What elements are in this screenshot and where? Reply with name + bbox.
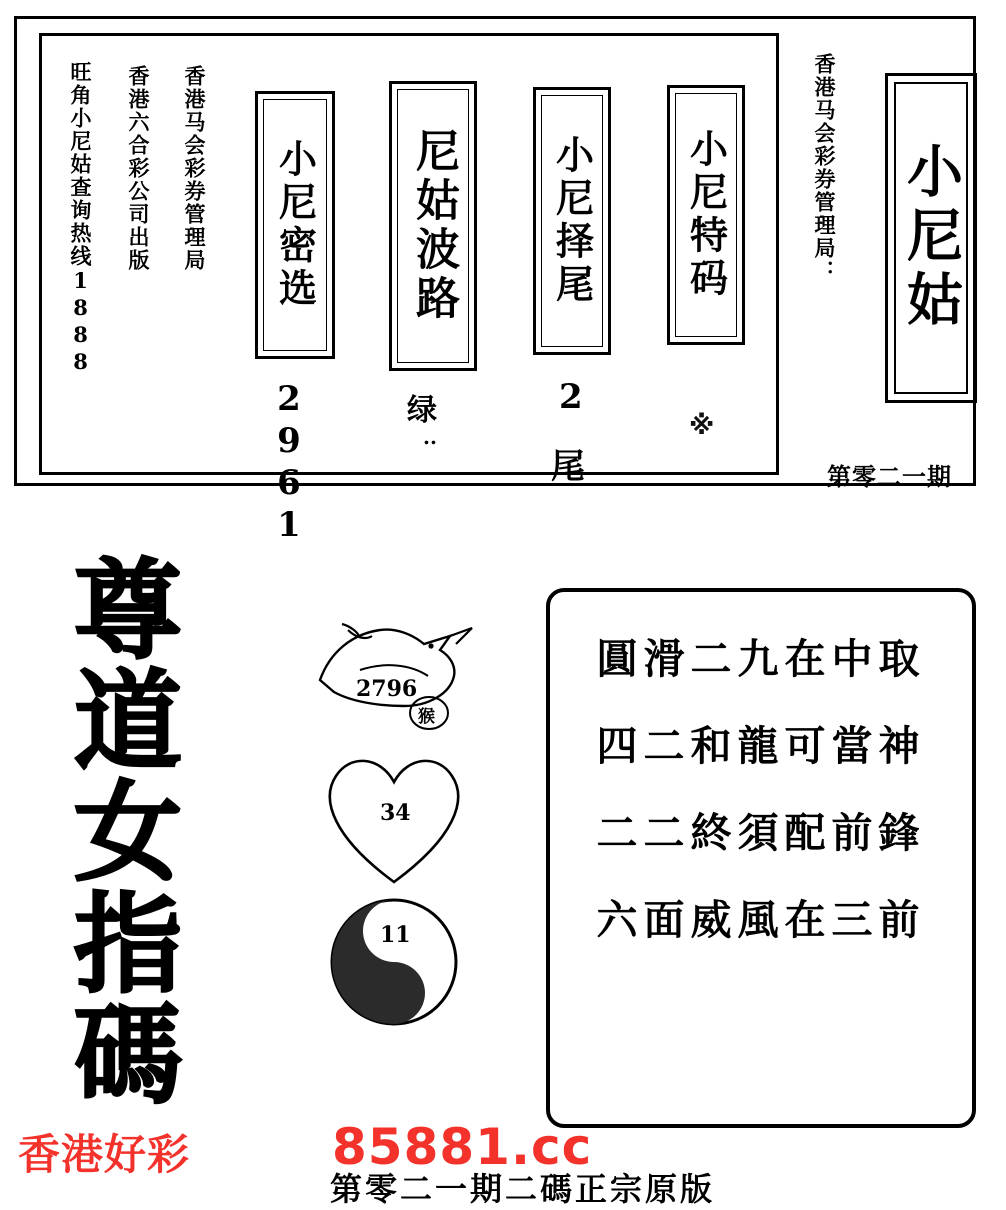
- hotline-label: 旺角小尼姑查询热线1888: [68, 61, 94, 376]
- verse-line-4: 六面威風在三前: [596, 896, 926, 944]
- box-bo-wei-inner: [541, 95, 603, 347]
- box-bo-wei: [533, 87, 611, 355]
- yin-yang-icon: [324, 892, 464, 1032]
- issue-number-label: 第零二一期: [827, 462, 952, 491]
- box-bo-wei-title: 小尼择尾: [549, 135, 595, 307]
- box-te-ma-title: 小尼特码: [683, 129, 729, 301]
- verse-line-1: 圓滑二九在中取: [596, 635, 926, 683]
- box-bo-wei-suffix: 尾: [551, 447, 585, 487]
- box-mi-xuan-number: 2961: [269, 379, 309, 547]
- watermark-site-name: 香港好彩: [18, 1130, 191, 1179]
- footer-issue-line: 第零二一期二碼正宗原版: [330, 1170, 716, 1208]
- main-title-inner: [894, 82, 968, 394]
- brand-char-1: 尊: [73, 548, 182, 674]
- top-poster-panel: [14, 16, 976, 547]
- verse-box: [546, 588, 976, 1128]
- bird-number: 2796: [356, 676, 418, 702]
- box-mi-xuan: [255, 91, 335, 359]
- verse-line-2: 四二和龍可當神: [596, 722, 926, 770]
- brand-char-2: 道: [73, 659, 182, 786]
- brand-char-3: 女: [73, 770, 182, 897]
- heart-number: 34: [380, 800, 411, 826]
- box-mi-xuan-inner: [263, 99, 327, 351]
- box-bo-lu: [389, 81, 477, 371]
- main-title-box: [885, 73, 977, 403]
- box-bo-lu-color: 绿: [407, 393, 437, 428]
- box-bo-lu-inner: [397, 89, 469, 363]
- bird-icon: [300, 610, 500, 740]
- box-bo-wei-number: 2: [559, 377, 583, 417]
- zodiac-label: 猴: [418, 707, 435, 727]
- brand-char-4: 指: [73, 881, 182, 1008]
- box-bo-lu-title: 尼姑波路: [408, 128, 459, 324]
- box-mi-xuan-title: 小尼密选: [272, 139, 318, 311]
- illustrations-group: [300, 610, 500, 1030]
- brand-vertical-title: [58, 548, 198, 1136]
- organization-label: 香港马会彩券管理局：: [812, 53, 837, 283]
- verse-line-3: 二二終須配前鋒: [596, 809, 926, 857]
- box-bo-lu-dots: ..: [423, 425, 437, 449]
- publisher-label: 香港六合彩公司出版: [126, 65, 152, 272]
- watermark-site-code: 85881.cc: [332, 1118, 593, 1176]
- box-te-ma-inner: [675, 93, 737, 337]
- main-title-text: 小尼姑: [898, 142, 964, 334]
- brand-char-5: 碼: [73, 992, 182, 1119]
- yin-yang-number: 11: [380, 922, 411, 948]
- authority-label: 香港马会彩券管理局: [182, 65, 208, 272]
- box-te-ma: [667, 85, 745, 345]
- box-te-ma-mark: ※: [689, 411, 715, 441]
